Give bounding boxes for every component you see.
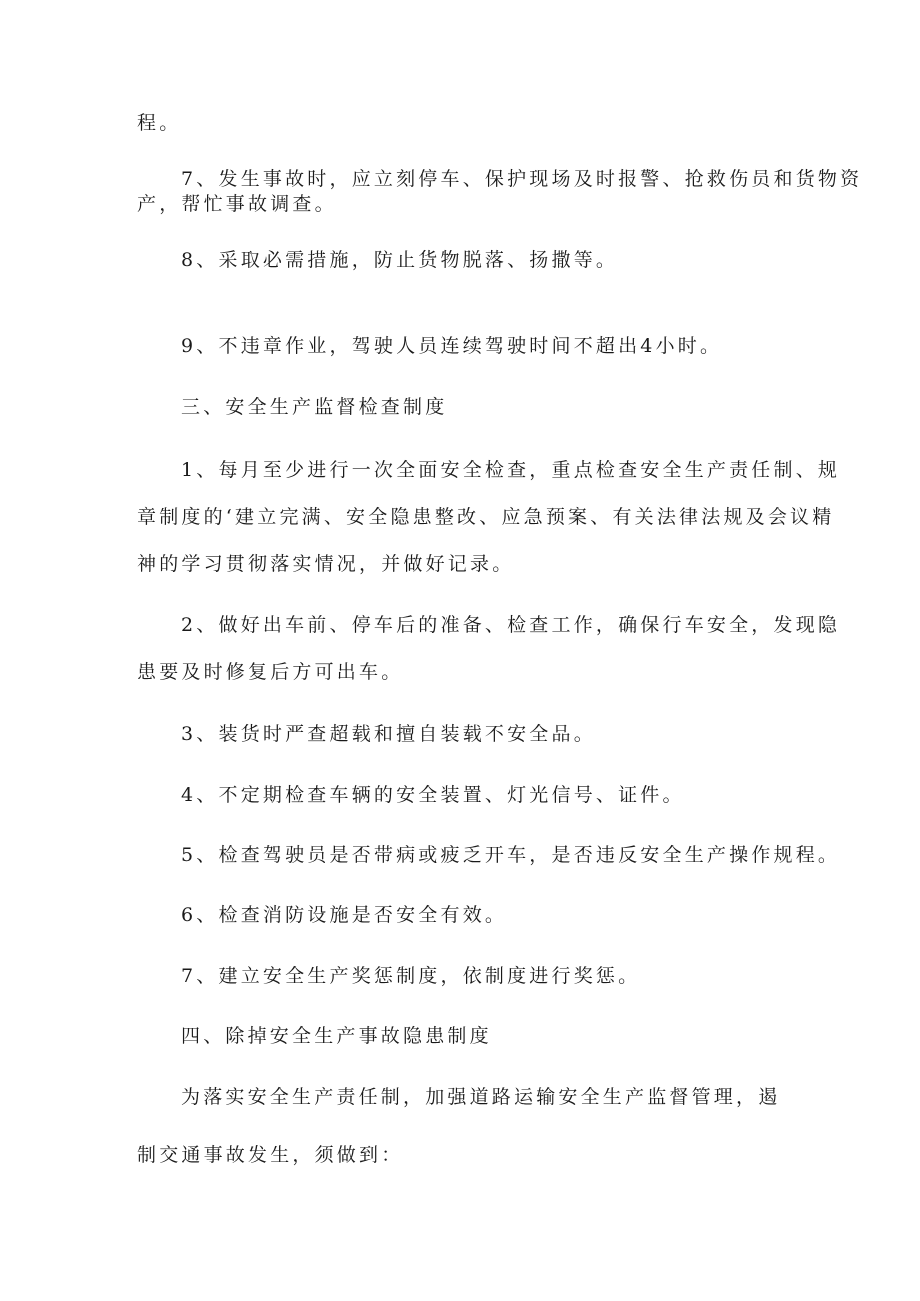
text-line-item-8: 8、采取必需措施，防止货物脱落、扬撒等。: [181, 249, 619, 271]
text-line-check-4: 4、不定期检查车辆的安全装置、灯光信号、证件。: [181, 784, 685, 806]
text-line-check-2-cont: 患要及时修复后方可出车。: [137, 661, 404, 683]
text-line-check-2: 2、做好出车前、停车后的准备、检查工作，确保行车安全，发现隐: [181, 614, 841, 636]
text-line-check-1-cont-b: 神的学习贯彻落实情况，并做好记录。: [137, 553, 515, 575]
text-line-check-5: 5、检查驾驶员是否带病或疲乏开车，是否违反安全生产操作规程。: [181, 844, 841, 866]
text-line-check-6: 6、检查消防设施是否安全有效。: [181, 904, 508, 926]
text-line-item-9: 9、不违章作业，驾驶人员连续驾驶时间不超出4小时。: [181, 335, 723, 357]
text-line-item-7-cont: 产，帮忙事故调查。: [137, 193, 337, 215]
text-line-intro-cont: 制交通事故发生，须做到：: [137, 1144, 404, 1166]
text-line-intro: 为落实安全生产责任制，加强道路运输安全生产监督管理，遏: [181, 1086, 781, 1108]
section-heading-4: 四、除掉安全生产事故隐患制度: [181, 1025, 492, 1047]
text-line-continuation: 程。: [137, 112, 182, 134]
text-line-check-3: 3、装货时严查超载和擅自装载不安全品。: [181, 723, 596, 745]
text-line-check-1-cont-a: 章制度的‘建立完满、安全隐患整改、应急预案、有关法律法规及会议精: [137, 506, 835, 528]
text-line-check-7: 7、建立安全生产奖惩制度，依制度进行奖惩。: [181, 965, 641, 987]
text-line-item-7: 7、发生事故时，应立刻停车、保护现场及时报警、抢救伤员和货物资: [181, 168, 863, 190]
section-heading-3: 三、安全生产监督检查制度: [181, 396, 448, 418]
text-line-check-1: 1、每月至少进行一次全面安全检查，重点检查安全生产责任制、规: [181, 459, 841, 481]
